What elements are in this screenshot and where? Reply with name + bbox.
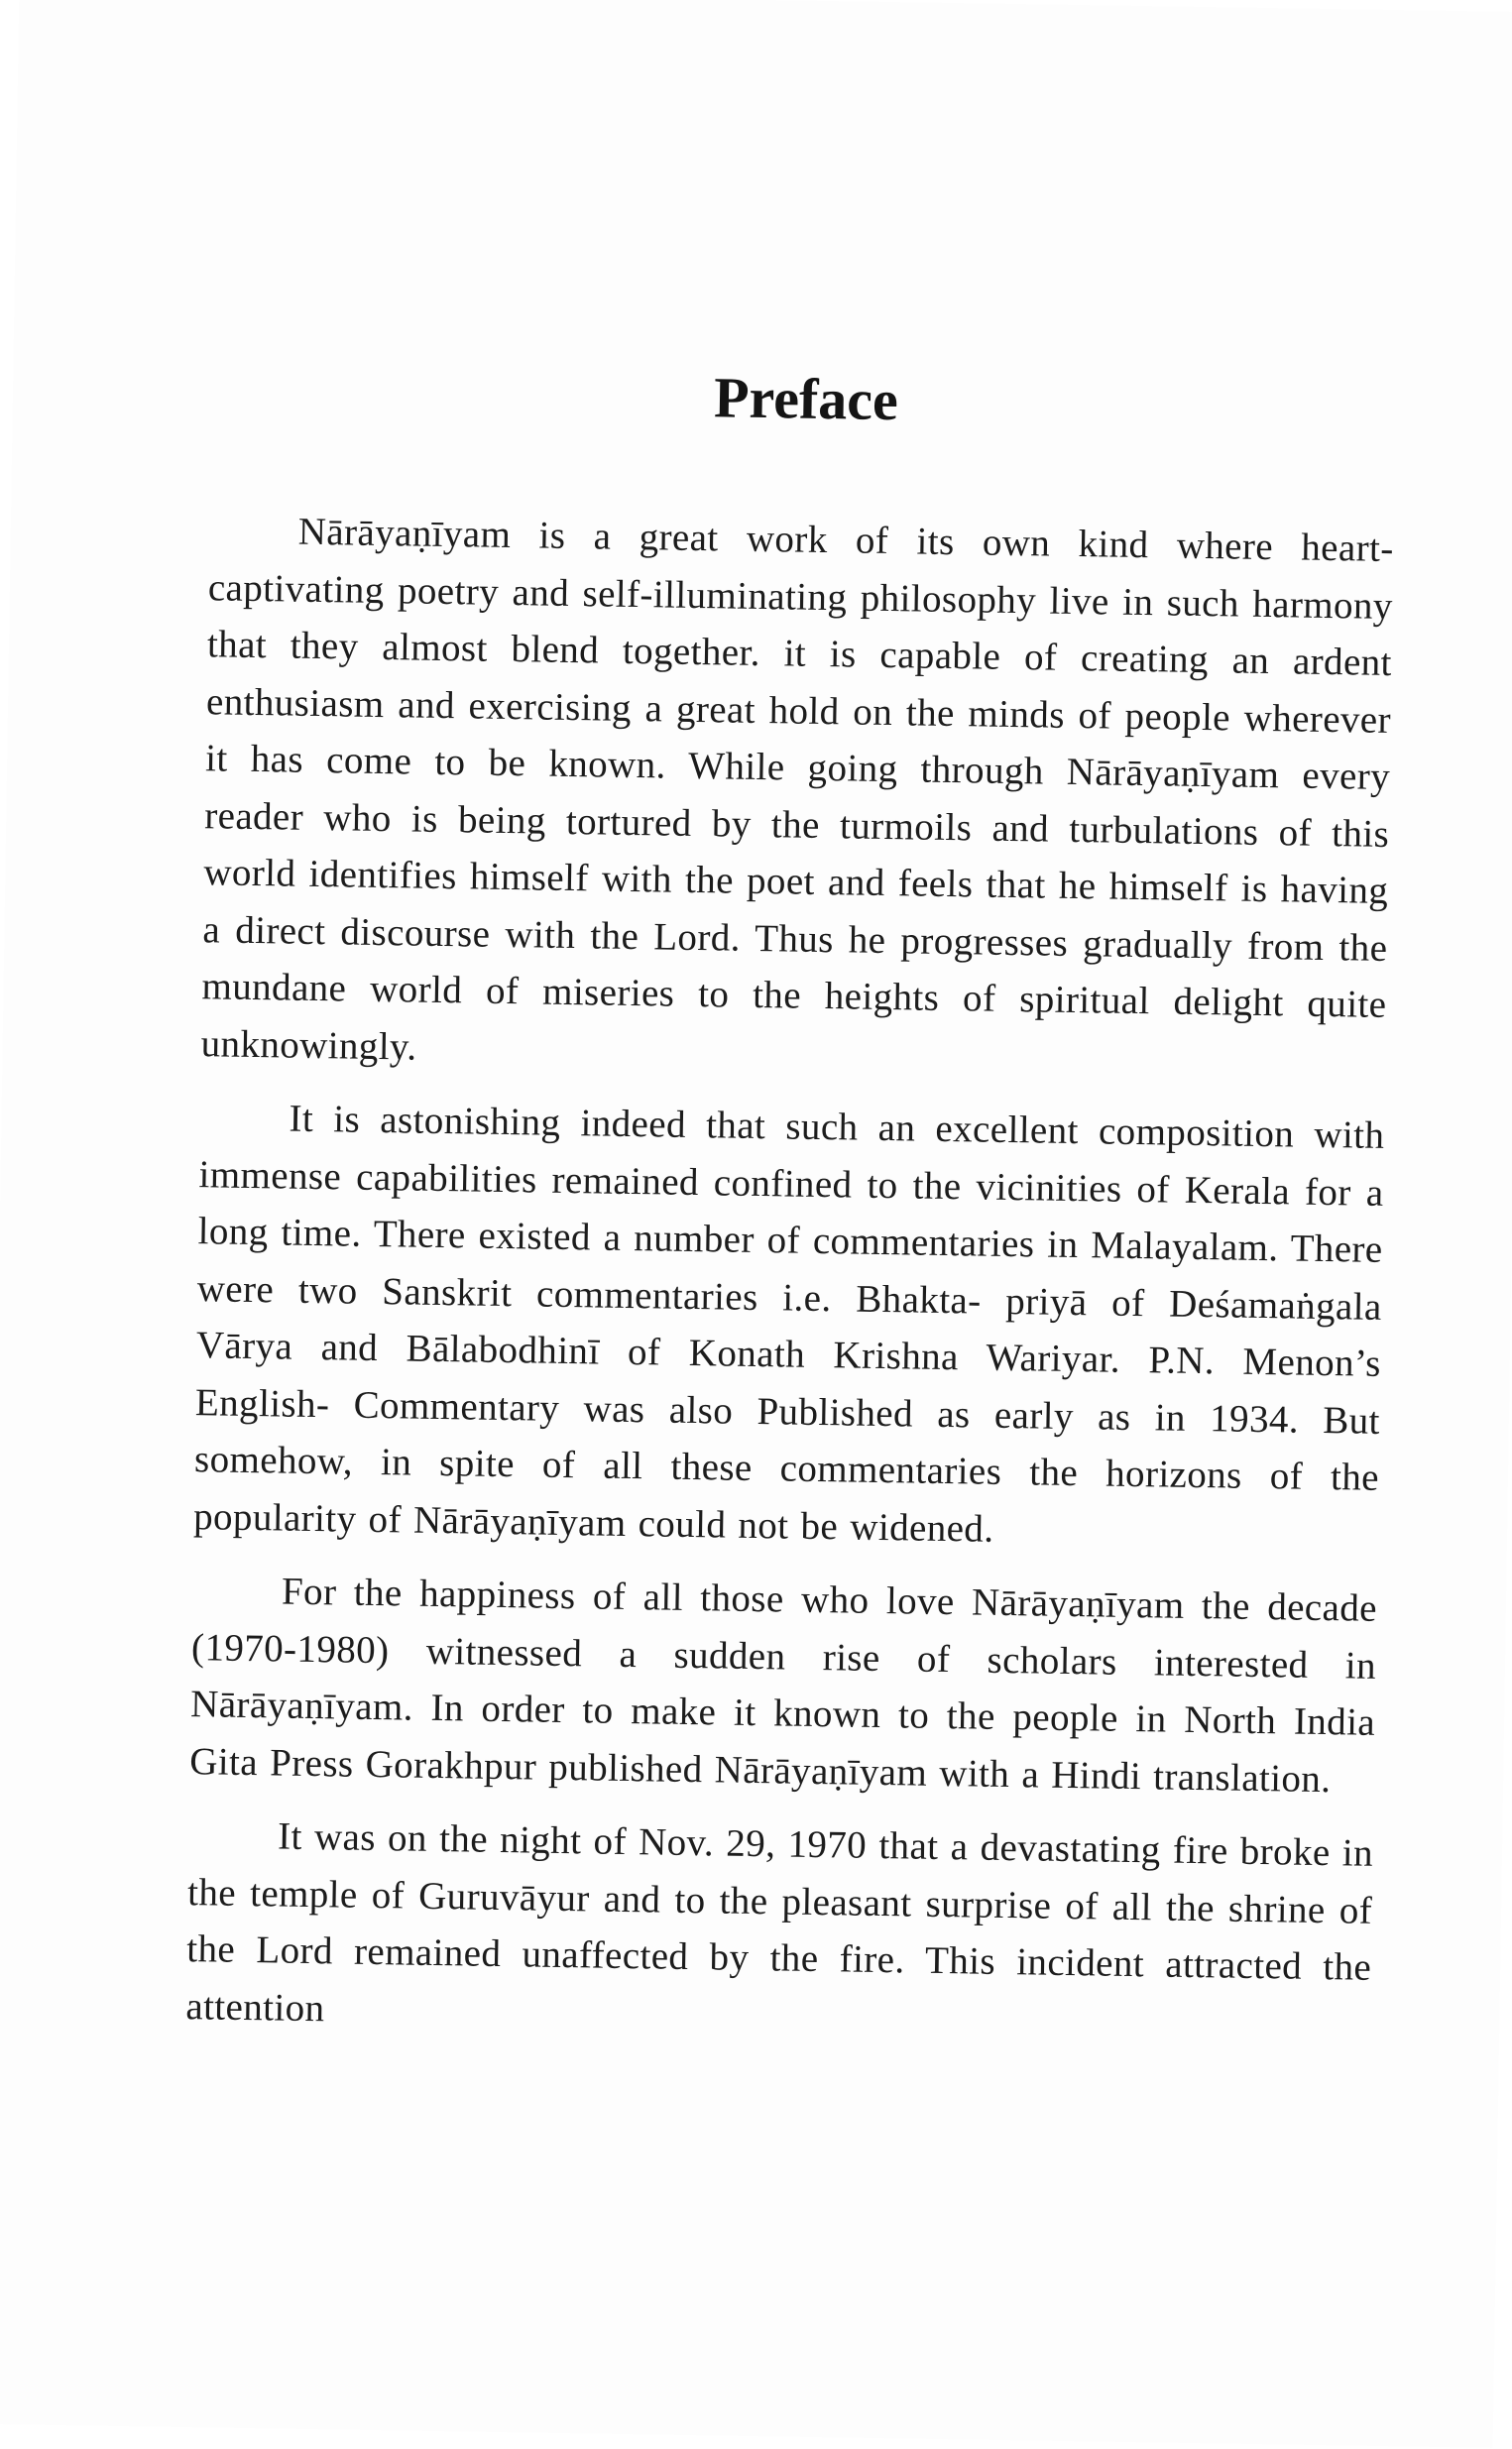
page-title: Preface (713, 365, 899, 433)
preface-body (185, 502, 1394, 2070)
paragraph-1: Nārāyaṇīyam is a great work of its own kind where heart-captivating poetry and self-illuminating philosophy live in such harmony that they almost blend together. it is capable of creating an ardent enthusiasm and exercising a great hold on the minds of people wherever it has come to be known. While going through Nārāyaṇīyam every reader who is being tortured by the turmoils and turbulations of this world identifies himself with the poet and feels that he himself is having a direct discourse with the Lord. Thus he progresses gradually from the mundane world of miseries to the heights of spiritual delight quite unknowingly. (200, 510, 1395, 1069)
paragraph-2: It is astonishing indeed that such an excellent composition with immense capabilities remained confined to the vicinities of Kerala for a long time. There existed a number of commentaries in Malayalam. There were two Sanskrit commentaries i.e. Bhakta- priyā of Deśamaṅgala Vārya and Bālabodhinī of Konath Krishna Wariyar. P.N. Menon’s English- Commentary was also Published as early as in 1934. But somehow, in spite of all these commentaries the horizons of the popularity of Nārāyaṇīyam could not be widened. (192, 1097, 1385, 1551)
paragraph-4: It was on the night of Nov. 29, 1970 that a devastating fire broke in the temple of Guruvāyur and to the pleasant surprise of all the shrine of the Lord remained unaffected by the fire. This incident attracted the attention (185, 1814, 1374, 2030)
paragraph-3: For the happiness of all those who love Nārāyaṇīyam the decade (1970-1980) witnessed a sudden rise of scholars interested in Nārāyaṇīyam. In order to make it known to the people in North India Gita Press Gorakhpur published Nārāyaṇīyam with a Hindi translation. (188, 1570, 1378, 1801)
